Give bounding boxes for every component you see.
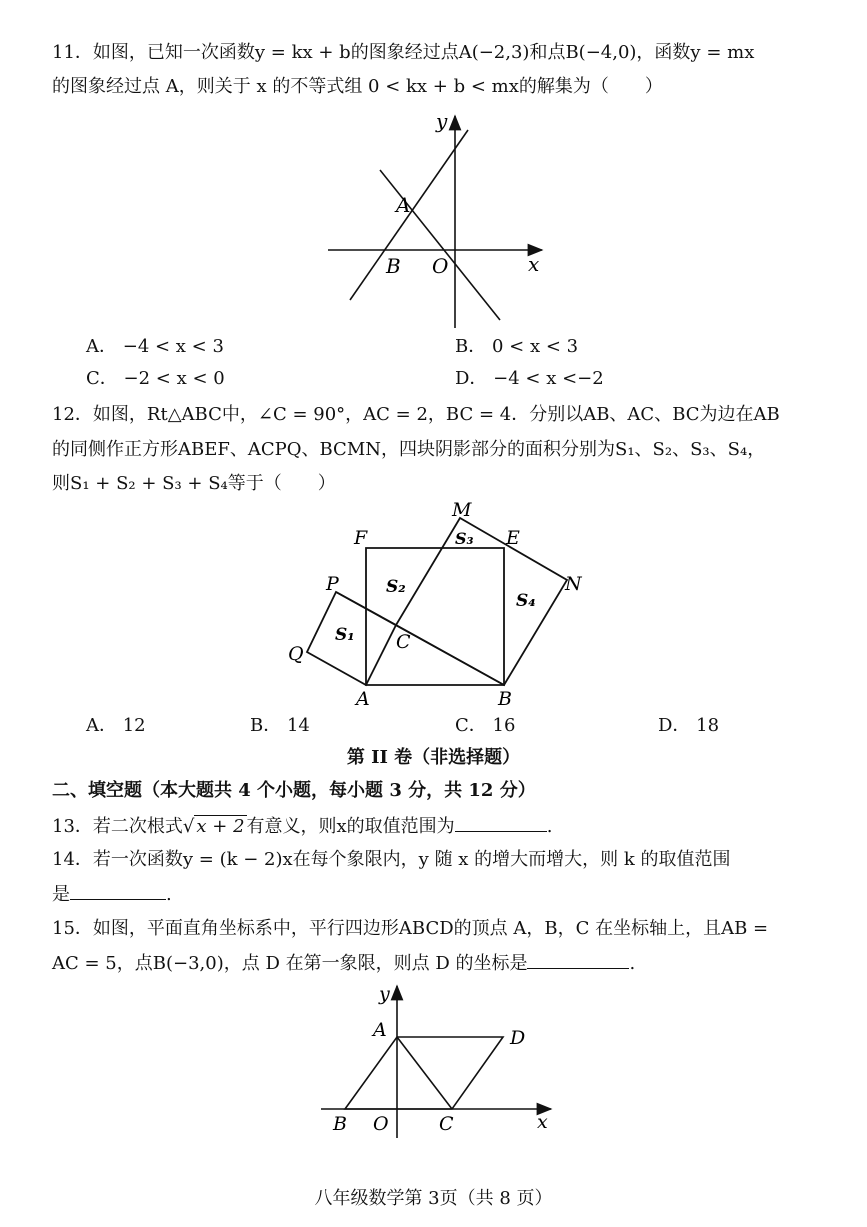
part2-title: 第 II 卷（非选择题）: [346, 747, 521, 768]
q12-label-C: C: [396, 631, 411, 653]
q11-line1: 11．如图，已知一次函数y = kx + b的图象经过点A(−2,3)和点B(−4,0)，函数y = mx: [52, 42, 755, 63]
q12-option-b: B． 14: [250, 715, 310, 736]
q11-option-a: A． −4 < x < 3: [86, 336, 224, 357]
q12-label-B: B: [498, 688, 512, 710]
q12-label-S1: S₁: [335, 625, 355, 645]
q15-line2: AC = 5，点B(−3,0)，点 D 在第一象限，则点 D 的坐标是 .: [52, 950, 635, 977]
q12-label-A: A: [356, 688, 370, 710]
q15-answer-blank[interactable]: [527, 950, 629, 969]
q11-option-c: C． −2 < x < 0: [86, 368, 225, 389]
q12-square-abef: [366, 548, 504, 685]
q12-label-M: M: [452, 500, 472, 521]
q14-answer-blank[interactable]: [70, 881, 166, 900]
q15-label-B: B: [333, 1113, 347, 1135]
q14-line1: 14．若一次函数y = (k − 2)x在每个象限内，y 随 x 的增大而增大，则 k 的取值范围: [52, 849, 731, 870]
q11-line2: 的图象经过点 A，则关于 x 的不等式组 0 < kx + b < mx的解集为（ ）: [52, 76, 663, 97]
q11-label-A: A: [396, 193, 411, 217]
q12-line2: 的同侧作正方形ABEF、ACPQ、BCMN，四块阴影部分的面积分别为S₁、S₂、S₃、S₄，: [52, 439, 766, 460]
page-footer: 八年级数学第 3页（共 8 页）: [314, 1188, 553, 1209]
q13-text-after: 有意义，则x的取值范围为: [246, 816, 455, 837]
q11-figure: [320, 108, 560, 333]
q12-figure: [280, 500, 600, 710]
q12-label-S3: S₃: [455, 529, 474, 548]
q12-label-Q: Q: [288, 643, 304, 665]
q15-segment-ac: [397, 1037, 452, 1109]
q12-label-S2: S₂: [386, 577, 406, 597]
q12-line3: 则S₁ + S₂ + S₃ + S₄等于（ ）: [52, 473, 336, 494]
q12-label-E: E: [506, 527, 520, 549]
q12-square-bcmn: [396, 518, 567, 685]
q15-line1: 15．如图，平面直角坐标系中，平行四边形ABCD的顶点 A，B，C 在坐标轴上，且AB =: [52, 918, 769, 939]
q11-label-B: B: [386, 254, 401, 278]
q12-label-S4: S₄: [516, 591, 536, 611]
q15-label-C: C: [439, 1113, 454, 1135]
q12-option-c: C． 16: [455, 715, 516, 736]
q13-line: 13．若二次根式√ x + 2 有意义，则x的取值范围为 .: [52, 813, 552, 840]
q11-label-x: x: [528, 252, 540, 276]
q11-option-b: B． 0 < x < 3: [455, 336, 579, 357]
q12-option-d: D． 18: [658, 715, 720, 736]
q11-option-d: D． −4 < x <−2: [455, 368, 604, 389]
q15-figure: [315, 980, 565, 1140]
q11-label-O: O: [432, 254, 449, 278]
q15-label-A: A: [373, 1019, 387, 1041]
section2-title: 二、填空题（本大题共 4 个小题，每小题 3 分，共 12 分）: [52, 780, 536, 801]
q12-label-F: F: [354, 527, 368, 549]
q12-label-N: N: [565, 573, 582, 595]
q13-answer-blank[interactable]: [455, 813, 547, 832]
q12-label-P: P: [326, 573, 339, 595]
q15-label-O: O: [373, 1113, 389, 1135]
q15-label-D: D: [510, 1027, 526, 1049]
q13-text-before: 13．若二次根式: [52, 816, 183, 837]
q12-line1: 12．如图，Rt△ABC中，∠C = 90°，AC = 2，BC = 4．分别以AB、AC、BC为边在AB: [52, 404, 780, 425]
q15-label-y: y: [379, 983, 390, 1005]
q14-line2: 是 .: [52, 881, 172, 908]
q12-option-a: A． 12: [86, 715, 146, 736]
q13-radical: √ x + 2: [182, 816, 245, 837]
q11-label-y: y: [436, 109, 448, 133]
q12-segment-pb: [336, 592, 504, 685]
q15-label-x: x: [537, 1111, 548, 1133]
